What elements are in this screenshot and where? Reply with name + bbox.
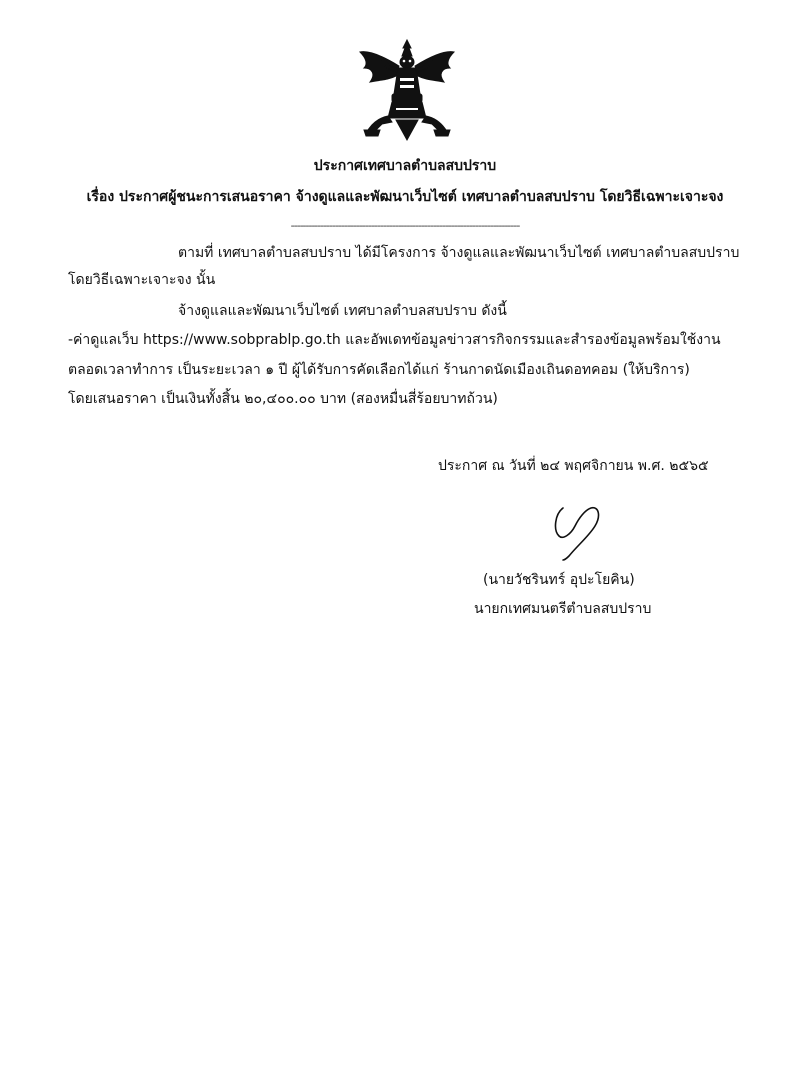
separator-line: ----------------------------------------------------------------------------- xyxy=(290,219,520,232)
body-paragraph-line-5: ตลอดเวลาทำการ เป็นระยะเวลา ๑ ปี ผู้ได้รับการคัดเลือกได้แก่ ร้านกาดนัดเมืองเถินดอทคอม (ให้บริการ) xyxy=(68,362,690,378)
document-subject: เรื่อง ประกาศผู้ชนะการเสนอราคา จ้างดูแลและพัฒนาเว็บไซต์ เทศบาลตำบลสบปราบ โดยวิธีเฉพาะเจาะจง xyxy=(86,189,724,205)
body-paragraph-line-1: ตามที่ เทศบาลตำบลสบปราบ ได้มีโครงการ จ้างดูแลและพัฒนาเว็บไซต์ เทศบาลตำบลสบปราบ xyxy=(178,245,740,261)
document-title: ประกาศเทศบาลตำบลสบปราบ xyxy=(313,158,497,174)
body-paragraph-line-2: โดยวิธีเฉพาะเจาะจง นั้น xyxy=(68,272,216,288)
handwritten-signature xyxy=(545,500,607,562)
signer-name: (นายวัชรินทร์ อุปะโยคิน) xyxy=(483,572,635,588)
body-paragraph-line-3: จ้างดูแลและพัฒนาเว็บไซต์ เทศบาลตำบลสบปราบ ดังนี้ xyxy=(178,303,507,319)
body-paragraph-line-4: -ค่าดูแลเว็บ https://www.sobprablp.go.th และอัพเดทข้อมูลข่าวสารกิจกรรมและสำรองข้อมูลพร้อมใช้งาน xyxy=(68,332,721,348)
signer-position: นายกเทศมนตรีตำบลสบปราบ xyxy=(474,601,652,617)
garuda-emblem-icon xyxy=(356,38,458,142)
body-paragraph-line-6: โดยเสนอราคา เป็นเงินทั้งสิ้น ๒๐,๔๐๐.๐๐ บาท (สองหมื่นสี่ร้อยบาทถ้วน) xyxy=(68,391,498,407)
announcement-date: ประกาศ ณ วันที่ ๒๔ พฤศจิกายน พ.ศ. ๒๕๖๕ xyxy=(438,458,709,474)
